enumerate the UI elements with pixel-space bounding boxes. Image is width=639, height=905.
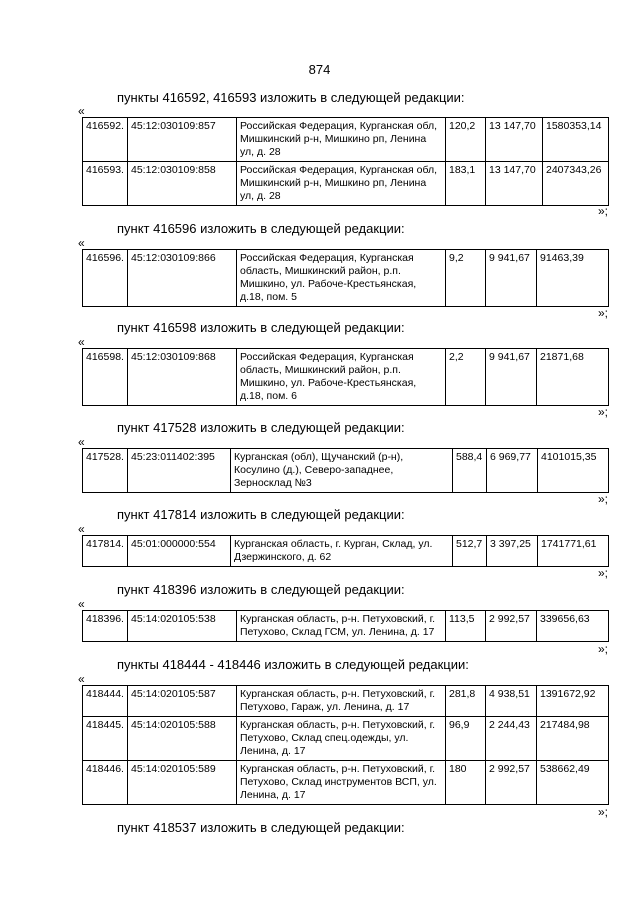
cell-area: 588,4 <box>453 449 487 493</box>
cell-area: 120,2 <box>446 118 486 162</box>
cell-value: 2407343,26 <box>543 162 609 206</box>
section-heading: пункты 416592, 416593 изложить в следующей редакции: <box>117 90 465 105</box>
registry-table <box>82 535 609 567</box>
table-row <box>83 686 609 717</box>
cell-cadastral: 45:14:020105:589 <box>128 761 237 805</box>
quote-close: »; <box>598 405 609 419</box>
quote-open: « <box>78 597 85 611</box>
cell-address: Российская Федерация, Курганская область, Мишкинский район, р.п. Мишкино, ул. Рабоче-Крестьянская, д.18, пом. 6 <box>237 349 446 406</box>
cell-cadastral: 45:23:011402:395 <box>128 449 231 493</box>
registry-table <box>82 448 609 493</box>
quote-close: »; <box>598 642 609 656</box>
cell-cadastral: 45:01:000000:554 <box>128 536 231 567</box>
section-heading: пункт 416598 изложить в следующей редакции: <box>117 320 405 335</box>
cell-number: 418446. <box>83 761 128 805</box>
quote-close: »; <box>598 805 609 819</box>
table-row <box>83 349 609 406</box>
cell-number: 416593. <box>83 162 128 206</box>
cell-cadastral: 45:14:020105:588 <box>128 717 237 761</box>
table-row <box>83 162 609 206</box>
cell-rate: 13 147,70 <box>486 118 543 162</box>
cell-cadastral: 45:12:030109:866 <box>128 250 237 307</box>
quote-open: « <box>78 104 85 118</box>
cell-rate: 2 244,43 <box>486 717 537 761</box>
cell-address: Курганская область, р-н. Петуховский, г. Петухово, Склад инструментов ВСП, ул. Ленина, д. 17 <box>237 761 446 805</box>
cell-rate: 2 992,57 <box>486 761 537 805</box>
quote-close: »; <box>598 306 609 320</box>
cell-cadastral: 45:14:020105:587 <box>128 686 237 717</box>
cell-number: 417528. <box>83 449 128 493</box>
section-heading: пункт 417528 изложить в следующей редакции: <box>117 420 405 435</box>
section-heading: пункт 418537 изложить в следующей редакции: <box>117 820 405 835</box>
table-row <box>83 250 609 307</box>
registry-table <box>82 348 609 406</box>
cell-area: 183,1 <box>446 162 486 206</box>
cell-number: 418445. <box>83 717 128 761</box>
cell-number: 417814. <box>83 536 128 567</box>
cell-area: 512,7 <box>453 536 487 567</box>
cell-value: 4101015,35 <box>538 449 609 493</box>
cell-value: 217484,98 <box>537 717 609 761</box>
cell-rate: 2 992,57 <box>486 611 537 642</box>
table-row <box>83 611 609 642</box>
quote-open: « <box>78 522 85 536</box>
cell-address: Российская Федерация, Курганская обл, Мишкинский р-н, Мишкино рп, Ленина ул, д. 28 <box>237 118 446 162</box>
cell-address: Российская Федерация, Курганская область, Мишкинский район, р.п. Мишкино, ул. Рабоче-Крестьянская, д.18, пом. 5 <box>237 250 446 307</box>
cell-number: 416598. <box>83 349 128 406</box>
cell-number: 418396. <box>83 611 128 642</box>
quote-close: »; <box>598 204 609 218</box>
cell-cadastral: 45:12:030109:858 <box>128 162 237 206</box>
quote-open: « <box>78 236 85 250</box>
cell-rate: 3 397,25 <box>487 536 538 567</box>
cell-rate: 9 941,67 <box>486 250 537 307</box>
cell-number: 416592. <box>83 118 128 162</box>
table-row <box>83 761 609 805</box>
cell-area: 180 <box>446 761 486 805</box>
cell-address: Курганская область, г. Курган, Склад, ул. Дзержинского, д. 62 <box>231 536 453 567</box>
cell-rate: 9 941,67 <box>486 349 537 406</box>
cell-value: 1580353,14 <box>543 118 609 162</box>
cell-address: Курганская область, р-н. Петуховский, г. Петухово, Гараж, ул. Ленина, д. 17 <box>237 686 446 717</box>
cell-rate: 13 147,70 <box>486 162 543 206</box>
cell-value: 339656,63 <box>537 611 609 642</box>
cell-value: 538662,49 <box>537 761 609 805</box>
cell-value: 1391672,92 <box>537 686 609 717</box>
cell-address: Курганская область, р-н. Петуховский, г. Петухово, Склад ГСМ, ул. Ленина, д. 17 <box>237 611 446 642</box>
cell-value: 91463,39 <box>537 250 609 307</box>
cell-value: 1741771,61 <box>538 536 609 567</box>
registry-table <box>82 117 609 206</box>
cell-address: Курганская область, р-н. Петуховский, г. Петухово, Склад спец.одежды, ул. Ленина, д. 17 <box>237 717 446 761</box>
cell-number: 416596. <box>83 250 128 307</box>
section-heading: пункт 416596 изложить в следующей редакции: <box>117 221 405 236</box>
table-row <box>83 449 609 493</box>
quote-close: »; <box>598 566 609 580</box>
cell-rate: 6 969,77 <box>487 449 538 493</box>
quote-open: « <box>78 435 85 449</box>
cell-rate: 4 938,51 <box>486 686 537 717</box>
cell-area: 281,8 <box>446 686 486 717</box>
section-heading: пункты 418444 - 418446 изложить в следующей редакции: <box>117 657 469 672</box>
cell-address: Курганская (обл), Щучанский (р-н), Косулино (д.), Северо-западнее, Зерносклад №3 <box>231 449 453 493</box>
page-number: 874 <box>308 62 331 77</box>
section-heading: пункт 417814 изложить в следующей редакции: <box>117 507 405 522</box>
cell-value: 21871,68 <box>537 349 609 406</box>
cell-cadastral: 45:12:030109:857 <box>128 118 237 162</box>
table-row <box>83 118 609 162</box>
section-heading: пункт 418396 изложить в следующей редакции: <box>117 582 405 597</box>
cell-cadastral: 45:14:020105:538 <box>128 611 237 642</box>
quote-open: « <box>78 335 85 349</box>
quote-close: »; <box>598 492 609 506</box>
cell-area: 113,5 <box>446 611 486 642</box>
cell-area: 96,9 <box>446 717 486 761</box>
table-row <box>83 717 609 761</box>
cell-area: 2,2 <box>446 349 486 406</box>
cell-cadastral: 45:12:030109:868 <box>128 349 237 406</box>
quote-open: « <box>78 672 85 686</box>
registry-table <box>82 685 609 805</box>
cell-address: Российская Федерация, Курганская обл, Мишкинский р-н, Мишкино рп, Ленина ул, д. 28 <box>237 162 446 206</box>
registry-table <box>82 610 609 642</box>
registry-table <box>82 249 609 307</box>
cell-number: 418444. <box>83 686 128 717</box>
cell-area: 9,2 <box>446 250 486 307</box>
table-row <box>83 536 609 567</box>
